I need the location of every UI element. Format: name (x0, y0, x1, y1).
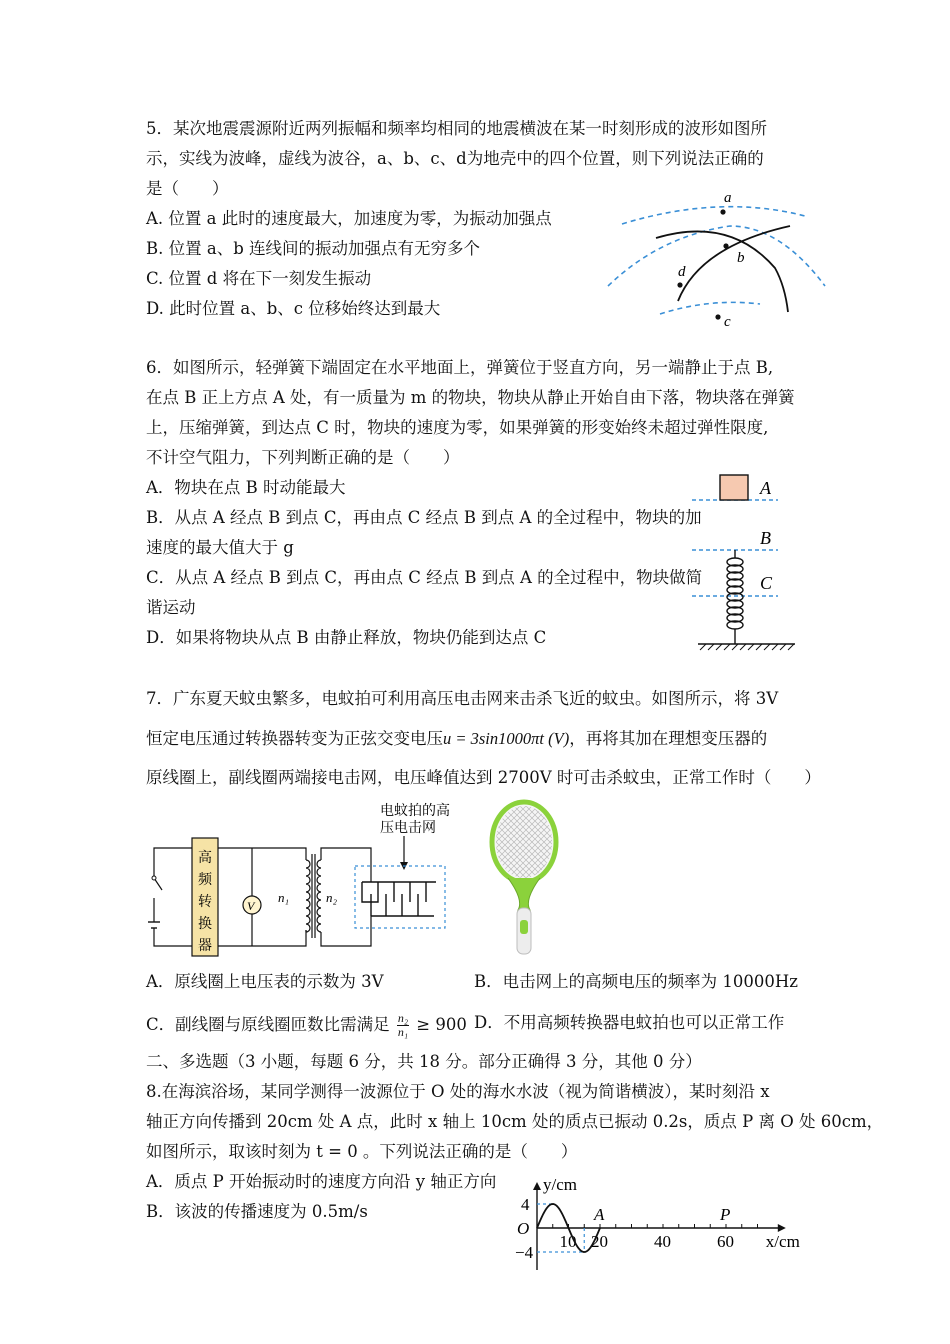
q6-option-b2: 速度的最大值大于 g (146, 538, 294, 557)
x-axis-label: x/cm (765, 1232, 800, 1251)
converter-char-1: 高 (198, 851, 212, 866)
converter-char-5: 器 (198, 939, 212, 954)
fraction-denominator: n₁ (397, 1025, 409, 1039)
q8-line2: 轴正方向传播到 20cm 处 A 点，此时 x 轴上 10cm 处的质点已振动 0.2s，质点 P 离 O 处 60cm， (146, 1112, 884, 1131)
q5-wave-figure (600, 186, 830, 331)
q5-option-d: D. 此时位置 a、b、c 位移始终达到最大 (146, 299, 441, 318)
q6-line1: 6．如图所示，轻弹簧下端固定在水平地面上，弹簧位于竖直方向，另一端静止于点 B, (146, 358, 774, 377)
x-tick-label: 60 (717, 1232, 734, 1251)
q6-line2: 在点 B 正上方点 A 处，有一质量为 m 的物块，物块从静止开始自由下落，物块落在弹簧 (146, 388, 795, 407)
n1-label: n₁ (278, 890, 290, 905)
n2-label: n₂ (326, 890, 338, 905)
q8-option-a: A．质点 P 开始振动时的速度方向沿 y 轴正方向 (146, 1172, 497, 1191)
q7-line3: 原线圈上，副线圈两端接电击网，电压峰值达到 2700V 时可击杀蚊虫，正常工作时（ ） (146, 768, 821, 787)
label-B: B (760, 528, 771, 548)
q6-line4: 不计空气阻力，下列判断正确的是（ ） (146, 448, 460, 467)
q5-option-b: B. 位置 a、b 连线间的振动加强点有无穷多个 (146, 239, 481, 258)
voltmeter-label: V (247, 899, 255, 913)
y-tick-label: 4 (521, 1195, 530, 1214)
label-c: c (724, 314, 731, 330)
point-label-A: A (594, 1205, 605, 1224)
label-b: b (737, 250, 745, 266)
q7-fraction (397, 1012, 409, 1039)
origin-label: O (517, 1219, 530, 1238)
x-axis-arrow (778, 1224, 786, 1232)
q7-line1: 7．广东夏天蚊虫繁多，电蚊拍可利用高压电击网来击杀飞近的蚊虫。如图所示，将 3V (146, 689, 779, 708)
y-axis-arrow (533, 1182, 541, 1190)
q7-formula: u = 3sin1000πt (V) (443, 729, 570, 748)
q5-option-c: C. 位置 d 将在下一刻发生振动 (146, 269, 372, 288)
q6-option-c2: 谐运动 (146, 598, 196, 617)
racket-image (478, 800, 570, 960)
q6-line3: 上，压缩弹簧，到达点 C 时，物块的速度为零，如果弹簧的形变始终未超过弹性限度, (146, 418, 769, 437)
x-tick-label: 40 (654, 1232, 671, 1251)
q7-option-a: A．原线圈上电压表的示数为 3V (146, 972, 384, 991)
q5-line3: 是（ ） (146, 179, 229, 198)
q6-option-d: D．如果将物块从点 B 由静止释放，物块仍能到达点 C (146, 628, 547, 647)
section2-heading: 二、多选题（3 小题，每题 6 分，共 18 分。部分正确得 3 分，其他 0 分） (146, 1052, 702, 1071)
q7-line2 (146, 728, 767, 750)
q5-option-a: A. 位置 a 此时的速度最大，加速度为零，为振动加强点 (146, 209, 552, 228)
x-tick-label: 20 (591, 1232, 608, 1251)
q5-line1: 5．某次地震震源附近两列振幅和频率均相同的地震横波在某一时刻形成的波形如图所 (146, 119, 767, 138)
label-d: d (678, 264, 686, 280)
q7-circuit-figure (146, 798, 466, 960)
x-tick-label: 10 (559, 1232, 577, 1251)
point-label-P: P (720, 1205, 731, 1224)
point-c (715, 314, 720, 319)
net-label-1: 电蚊拍的高 (380, 804, 450, 819)
spring (727, 550, 743, 644)
q6-option-b1: B．从点 A 经点 B 到点 C，再由点 C 经点 B 到点 A 的全过程中，物块的加 (146, 508, 702, 527)
net-label-2: 压电击网 (380, 821, 436, 836)
q7-line2-b: ，再将其加在理想变压器的 (569, 729, 768, 748)
y-axis-label: y/cm (543, 1175, 577, 1194)
q5-line2: 示，实线为波峰，虚线为波谷，a、b、c、d为地壳中的四个位置，则下列说法正确的 (146, 149, 764, 168)
label-C: C (760, 573, 773, 593)
q8-option-b: B．该波的传播速度为 0.5m/s (146, 1202, 368, 1221)
q8-line3: 如图所示，取该时刻为 t = 0 。下列说法正确的是（ ） (146, 1142, 578, 1161)
q7-option-d: D．不用高频转换器电蚊拍也可以正常工作 (474, 1013, 785, 1032)
q6-option-c1: C．从点 A 经点 B 到点 C，再由点 C 经点 B 到点 A 的全过程中，物块做简 (146, 568, 703, 587)
converter-char-3: 转 (198, 895, 212, 910)
q6-spring-figure (690, 470, 810, 655)
label-a: a (724, 190, 732, 206)
converter-char-2: 频 (198, 873, 212, 888)
y-tick-label: −4 (515, 1243, 534, 1262)
q7-option-b: B．电击网上的高频电压的频率为 10000Hz (474, 972, 798, 991)
q7-option-c (146, 1012, 467, 1039)
point-b (723, 243, 728, 248)
point-d (677, 282, 682, 287)
label-A: A (760, 478, 771, 498)
q7-option-c-ineq: ≥ 900 (416, 1015, 467, 1034)
q7-option-c-text: C．副线圈与原线圈匝数比需满足 (146, 1015, 390, 1034)
fraction-numerator: n₂ (397, 1011, 409, 1025)
converter-char-4: 换 (198, 917, 212, 932)
q7-line2-a: 恒定电压通过转换器转变为正弦交变电压 (146, 729, 443, 748)
q8-wave-chart (505, 1165, 825, 1275)
block-a (720, 475, 748, 500)
net-box (355, 866, 445, 928)
q6-option-a: A．物块在点 B 时动能最大 (146, 478, 346, 497)
q8-line1: 8.在海滨浴场，某同学测得一波源位于 O 处的海水水波（视为简谐横波），某时刻沿 x (146, 1082, 770, 1101)
point-a (720, 209, 725, 214)
